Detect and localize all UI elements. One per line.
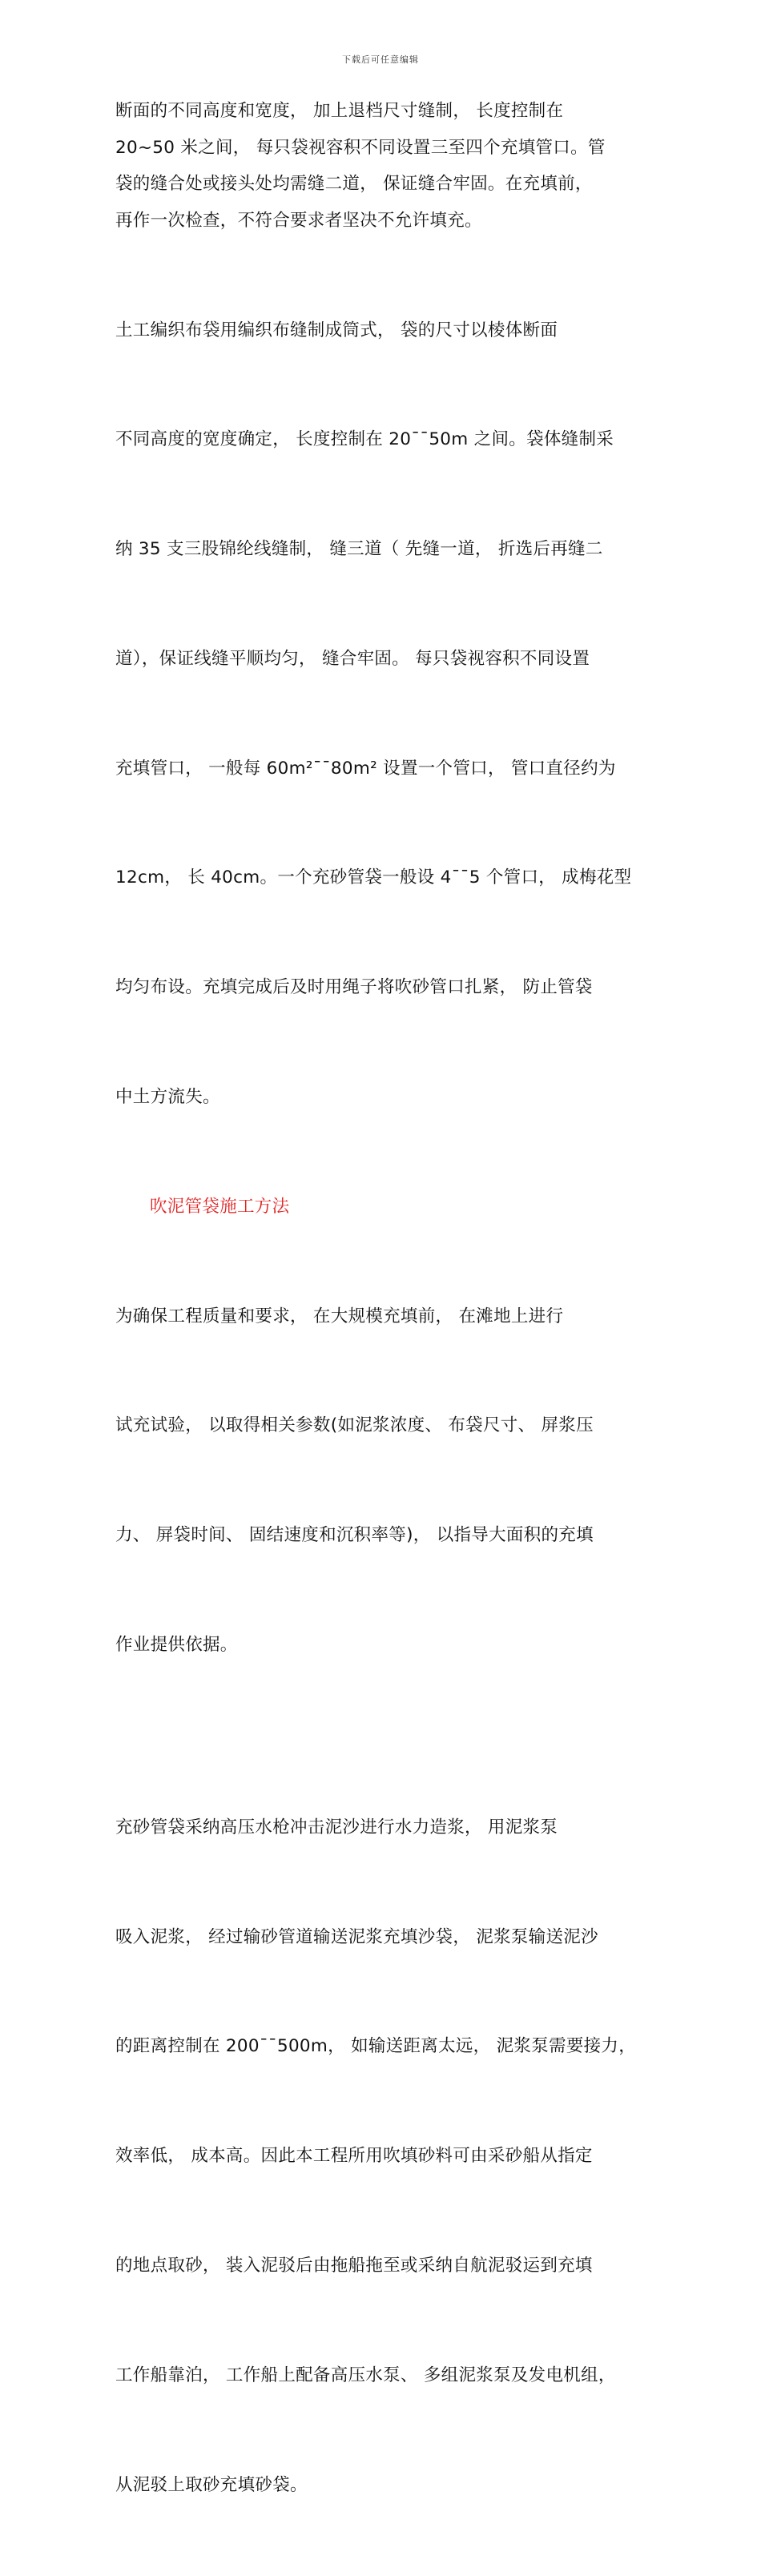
text-line: 土工编织布袋用编织布缝制成筒式， 袋的尺寸以棱体断面 [115, 320, 558, 340]
text-line: 断面的不同高度和宽度， 加上退档尺寸缝制， 长度控制在 [115, 101, 564, 121]
text-line: 中土方流失。 [115, 1087, 220, 1108]
text-line: 12cm， 长 40cm。一个充砂管袋一般设 4¯¯5 个管口， 成梅花型 [115, 867, 632, 888]
text-line: 力、 屏袋时间、 固结速度和沉积率等)， 以指导大面积的充填 [115, 1525, 594, 1546]
text-line: 作业提供依据。 [115, 1634, 238, 1655]
document-body [115, 93, 650, 2576]
paragraph-1 [115, 93, 650, 239]
text-line: 充砂管袋采纳高压水枪冲击泥沙进行水力造浆， 用泥浆泵 [115, 1817, 558, 1837]
text-line: 再作一次检查，不符合要求者坚决不允许填充。 [115, 210, 482, 231]
section-heading: 吹泥管袋施工方法 [150, 1196, 290, 1217]
text-line: 道），保证线缝平顺均匀， 缝合牢固。 每只袋视容积不同设置 [115, 648, 590, 669]
paragraph-3 [115, 1225, 650, 1736]
paragraph-2 [115, 239, 650, 1188]
text-line: 充填管口， 一般每 60m²¯¯80m² 设置一个管口， 管口直径约为 [115, 758, 616, 779]
text-line: 纳 35 支三股锦纶线缝制， 缝三道（ 先缝一道， 折选后再缝二 [115, 539, 603, 560]
text-line: 20~50 米之间， 每只袋视容积不同设置三至四个充填管口。管 [115, 137, 606, 158]
text-line: 吸入泥浆， 经过输砂管道输送泥浆充填沙袋， 泥浆泵输送泥沙 [115, 1926, 598, 1947]
text-line: 为确保工程质量和要求， 在大规模充填前， 在滩地上进行 [115, 1306, 564, 1326]
text-line: 袋的缝合处或接头处均需缝二道， 保证缝合牢固。在充填前， [115, 174, 593, 195]
text-line: 的距离控制在 200¯¯500m， 如输送距离太远， 泥浆泵需要接力， [115, 2036, 637, 2057]
page-header: 下载后可任意编辑 [342, 54, 419, 65]
text-line: 效率低， 成本高。因此本工程所用吹填砂料可由采砂船从指定 [115, 2146, 593, 2167]
text-line: 的地点取砂， 装入泥驳后由拖船拖至或采纳自航泥驳运到充填 [115, 2256, 593, 2276]
text-line: 不同高度的宽度确定， 长度控制在 20¯¯50m 之间。袋体缝制采 [115, 429, 614, 450]
text-line: 从泥驳上取砂充填砂袋。 [115, 2474, 308, 2495]
text-line: 均匀布设。充填完成后及时用绳子将吹砂管口扎紧， 防止管袋 [115, 977, 593, 998]
paragraph-4 [115, 1737, 650, 2576]
text-line: 试充试验， 以取得相关参数(如泥浆浓度、 布袋尺寸、 屏浆压 [115, 1415, 594, 1436]
text-line: 工作船靠泊， 工作船上配备高压水泵、 多组泥浆泵及发电机组， [115, 2365, 616, 2385]
